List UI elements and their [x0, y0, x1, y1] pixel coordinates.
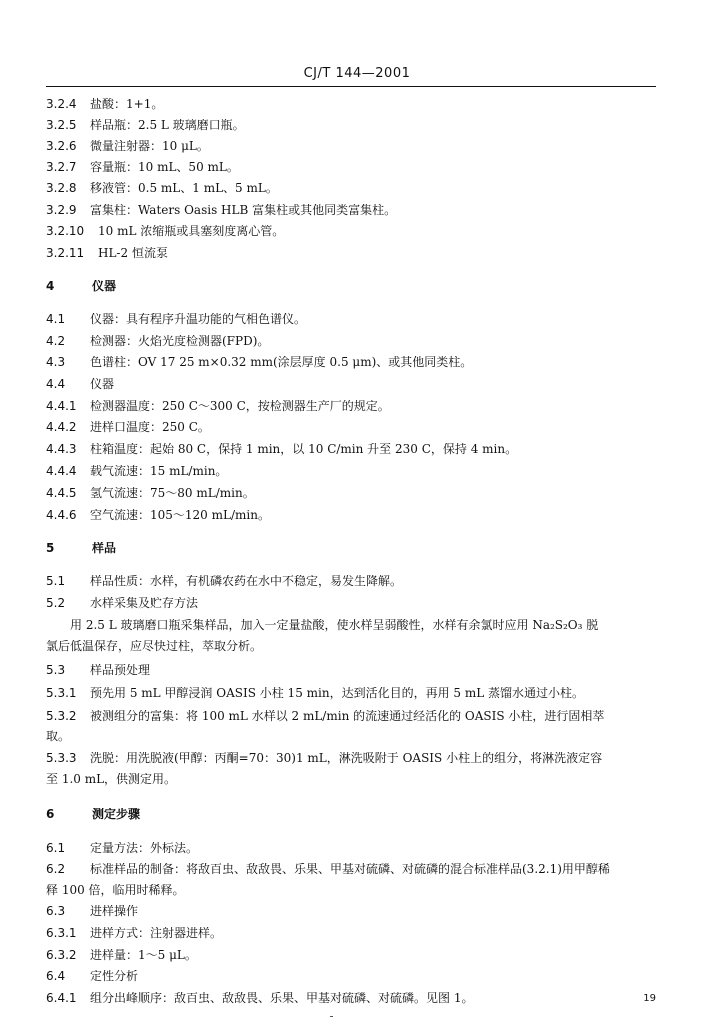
- clause-text: 样品: [92, 542, 117, 555]
- clause-number: 6.1: [46, 842, 66, 855]
- text-line: [46, 225, 658, 238]
- text-line: [46, 98, 658, 111]
- clause-number: 3.2.5: [46, 119, 77, 132]
- clause-text: 进样操作: [90, 905, 139, 918]
- clause-number: 4.4.2: [46, 421, 77, 434]
- clause-number: 6.3: [46, 905, 66, 918]
- clause-text: 进样方式：注射器进样。: [90, 927, 223, 940]
- text-line: [46, 927, 658, 940]
- clause-text: 10 mL 浓缩瓶或具塞刻度离心管。: [98, 225, 285, 238]
- clause-text: 组分出峰顺序：敌百虫、敌敌畏、乐果、甲基对硫磷、对硫磷。见图 1。: [90, 992, 474, 1005]
- text-line: [46, 619, 682, 632]
- clause-number: 6.3.1: [46, 927, 77, 940]
- clause-text: 载气流速：15 mL/min。: [90, 465, 228, 478]
- text-line: [46, 140, 658, 153]
- clause-number: 3.2.10: [46, 225, 85, 238]
- clause-text: 检测器温度：250 C～300 C，按检测器生产厂的规定。: [90, 400, 390, 413]
- text-line: [46, 687, 658, 700]
- text-line: [46, 161, 658, 174]
- clause-text: 预先用 5 mL 甲醇浸润 OASIS 小柱 15 min，达到活化目的，再用 5 mL 蒸馏水通过小柱。: [90, 687, 585, 700]
- clause-number: 6: [46, 808, 55, 821]
- text-line: [46, 640, 658, 653]
- text-line: [46, 443, 658, 456]
- text-line: [46, 204, 658, 217]
- text-line: [46, 465, 658, 478]
- clause-text: 样品性质：水样，有机磷农药在水中不稳定，易发生降解。: [90, 575, 403, 588]
- section-heading: [46, 542, 658, 555]
- clause-text: 进样口温度：250 C。: [90, 421, 210, 434]
- clause-number: 6.2: [46, 863, 66, 876]
- clause-text: 移液管：0.5 mL、1 mL、5 mL。: [90, 182, 278, 195]
- clause-text: 盐酸：1+1。: [90, 98, 164, 111]
- text-line: [46, 356, 658, 369]
- clause-text: HL-2 恒流泵: [98, 247, 168, 260]
- text-line: [46, 773, 658, 786]
- clause-number: 3.2.6: [46, 140, 77, 153]
- text-line: [46, 378, 658, 391]
- clause-number: 4.3: [46, 356, 66, 369]
- clause-text: 仪器: [90, 378, 115, 391]
- clause-text: 标准样品的制备：将敌百虫、敌敌畏、乐果、甲基对硫磷、对硫磷的混合标准样品(3.2.1)用甲醇稀: [90, 863, 610, 876]
- section-heading: [46, 808, 658, 821]
- text-line: [46, 842, 658, 855]
- text-line: [46, 421, 658, 434]
- text-line: [46, 509, 658, 522]
- clause-text: 水样采集及贮存方法: [90, 597, 199, 610]
- text-line: [46, 182, 658, 195]
- clause-text: 进样量：1～5 μL。: [90, 949, 197, 962]
- clause-text: 微量注射器：10 μL。: [90, 140, 209, 153]
- clause-text: 仪器: [92, 280, 117, 293]
- clause-text: 定性分析: [90, 970, 139, 983]
- text-line: [46, 400, 658, 413]
- clause-text: 样品瓶：2.5 L 玻璃磨口瓶。: [90, 119, 245, 132]
- text-line: [46, 970, 658, 983]
- text-line: [46, 664, 658, 677]
- text-line: [46, 949, 658, 962]
- header-rule: [46, 86, 656, 87]
- text-line: [46, 119, 658, 132]
- clause-number: 5.1: [46, 575, 66, 588]
- clause-text: 柱箱温度：起始 80 C，保持 1 min，以 10 C/min 升至 230 C，保持 4 min。: [90, 443, 518, 456]
- clause-text: 富集柱：Waters Oasis HLB 富集柱或其他同类富集柱。: [90, 204, 397, 217]
- clause-text: 容量瓶：10 mL、50 mL。: [90, 161, 239, 174]
- clause-number: 5.3.3: [46, 752, 77, 765]
- clause-number: 3.2.9: [46, 204, 77, 217]
- clause-text: 检测器：火焰光度检测器(FPD)。: [90, 335, 270, 348]
- clause-number: 5.3.2: [46, 710, 77, 723]
- clause-number: 5.2: [46, 597, 66, 610]
- clause-number: 4: [46, 280, 55, 293]
- clause-number: 6.4: [46, 970, 66, 983]
- text-line: [46, 863, 658, 876]
- text-line: [46, 247, 658, 260]
- clause-text: 用 2.5 L 玻璃磨口瓶采集样品，加入一定量盐酸，使水样呈弱酸性，水样有余氯时应用 Na₂S₂O₃ 脱: [70, 619, 599, 632]
- text-line: [46, 905, 658, 918]
- clause-text: 色谱柱：OV 17 25 m×0.32 mm(涂层厚度 0.5 μm)、或其他同类柱。: [90, 356, 473, 369]
- clause-number: 5: [46, 542, 55, 555]
- page-number: 19: [643, 993, 656, 1004]
- clause-number: 4.4.5: [46, 487, 77, 500]
- clause-number: 4.4.4: [46, 465, 77, 478]
- text-line: [46, 992, 658, 1005]
- clause-text: 释 100 倍，临用时稀释。: [46, 884, 185, 897]
- clause-text: 空气流速：105～120 mL/min。: [90, 509, 270, 522]
- clause-number: 5.3.1: [46, 687, 77, 700]
- clause-text: 样品预处理: [90, 664, 151, 677]
- clause-text: 洗脱：用洗脱液(甲醇：丙酮=70：30)1 mL，淋洗吸附于 OASIS 小柱上的组分，将淋洗液定容: [90, 752, 603, 765]
- clause-number: 4.4.1: [46, 400, 77, 413]
- text-line: [46, 710, 658, 723]
- scan-speck: [330, 1016, 333, 1017]
- text-line: [46, 884, 658, 897]
- clause-text: 被测组分的富集：将 100 mL 水样以 2 mL/min 的流速通过经活化的 OASIS 小柱，进行固相萃: [90, 710, 605, 723]
- text-line: [46, 752, 658, 765]
- text-line: [46, 335, 658, 348]
- clause-number: 4.2: [46, 335, 66, 348]
- clause-number: 3.2.8: [46, 182, 77, 195]
- clause-text: 至 1.0 mL，供测定用。: [46, 773, 177, 786]
- clause-number: 6.3.2: [46, 949, 77, 962]
- clause-number: 3.2.7: [46, 161, 77, 174]
- text-line: [46, 313, 658, 326]
- clause-text: 仪器：具有程序升温功能的气相色谱仪。: [90, 313, 307, 326]
- page-header: CJ/T 144—2001: [303, 66, 411, 81]
- text-line: [46, 487, 658, 500]
- clause-number: 4.1: [46, 313, 66, 326]
- clause-text: 氯后低温保存，应尽快过柱，萃取分析。: [46, 640, 263, 653]
- clause-number: 4.4: [46, 378, 66, 391]
- clause-number: 5.3: [46, 664, 66, 677]
- text-line: [46, 597, 658, 610]
- section-heading: [46, 280, 658, 293]
- clause-text: 氢气流速：75～80 mL/min。: [90, 487, 255, 500]
- clause-number: 6.4.1: [46, 992, 77, 1005]
- text-line: [46, 575, 658, 588]
- clause-number: 3.2.4: [46, 98, 77, 111]
- clause-text: 测定步骤: [92, 808, 141, 821]
- clause-text: 定量方法：外标法。: [90, 842, 199, 855]
- clause-text: 取。: [46, 730, 71, 743]
- clause-number: 4.4.3: [46, 443, 77, 456]
- text-line: [46, 730, 658, 743]
- clause-number: 4.4.6: [46, 509, 77, 522]
- clause-number: 3.2.11: [46, 247, 85, 260]
